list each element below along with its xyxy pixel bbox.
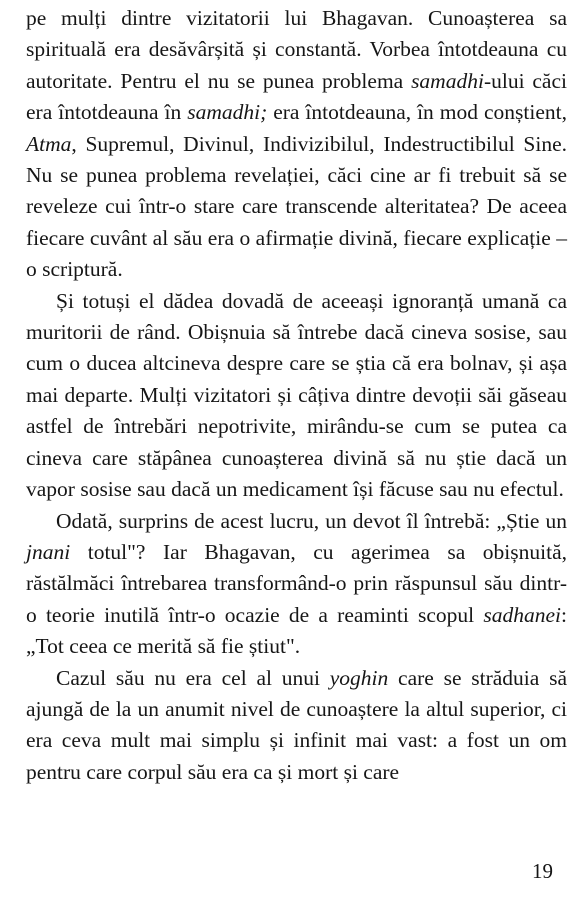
paragraph — [26, 506, 567, 663]
text-run: -ului căci era întotdeauna în — [26, 68, 567, 125]
text-run: : „Tot ceea ce merită să fie știut". — [26, 602, 567, 659]
text-run: pe mulți dintre vizitatorii lui Bhagavan. Cunoașterea sa spirituală era desăvârșită și constantă. Vorbea întotdeauna cu autoritate. Pentru el nu se punea problema — [26, 6, 567, 93]
page-number: 19 — [532, 859, 553, 883]
text-run: Și totuși el dădea dovadă de aceeași ignoranță umană ca muritorii de rând. Obișnuia să întrebe dacă cineva sosise, sau cum o ducea altcineva despre care se știa că era bolnav, și așa mai departe. Mulți vizitatori și câțiva dintre devoții săi găseau astfel de întrebări nepotrivite, mirându-se cum se putea ca cineva care stăpânea cunoașterea divină să nu știe dacă un vapor sosise sau dacă un medicament își făcuse sau nu efectul. — [26, 288, 567, 502]
italic-term: yoghin — [329, 665, 389, 690]
text-run: Cazul său nu era cel al unui — [56, 665, 330, 690]
italic-term: jnani — [26, 539, 71, 564]
italic-term: Atma — [26, 131, 72, 156]
text-run: era întotdeauna, în mod conștient, — [267, 100, 567, 125]
italic-term: sadhanei — [483, 602, 562, 627]
body-text — [26, 3, 567, 788]
text-run: care se străduia să ajungă de la un anumit nivel de cunoaștere la altul superior, ci era ceva mult mai simplu și infinit mai vast: a fost un om pentru care corpul său era ca și mort și care — [26, 665, 567, 784]
italic-term: samadhi; — [187, 100, 268, 125]
text-run: totul"? Iar Bhagavan, cu agerimea sa obișnuită, răstălmăci întrebarea transformând-o prin răspunsul său dintr-o teorie inutilă într-o ocazie de a reaminti scopul — [26, 539, 567, 627]
text-run: Odată, surprins de acest lucru, un devot îl întrebă: „Știe un — [56, 508, 567, 533]
paragraph — [26, 663, 567, 789]
paragraph — [26, 3, 567, 286]
text-run: , Supremul, Divinul, Indivizibilul, Indestructibilul Sine. Nu se punea problema revelației, căci cine ar fi trebuit să se reveleze cui într-o stare care transcende alteritatea? De aceea fiecare cuvânt al său era o afirmație divină, fiecare explicație – o scriptură. — [26, 131, 567, 282]
paragraph — [26, 286, 567, 506]
italic-term: samadhi — [411, 68, 484, 93]
